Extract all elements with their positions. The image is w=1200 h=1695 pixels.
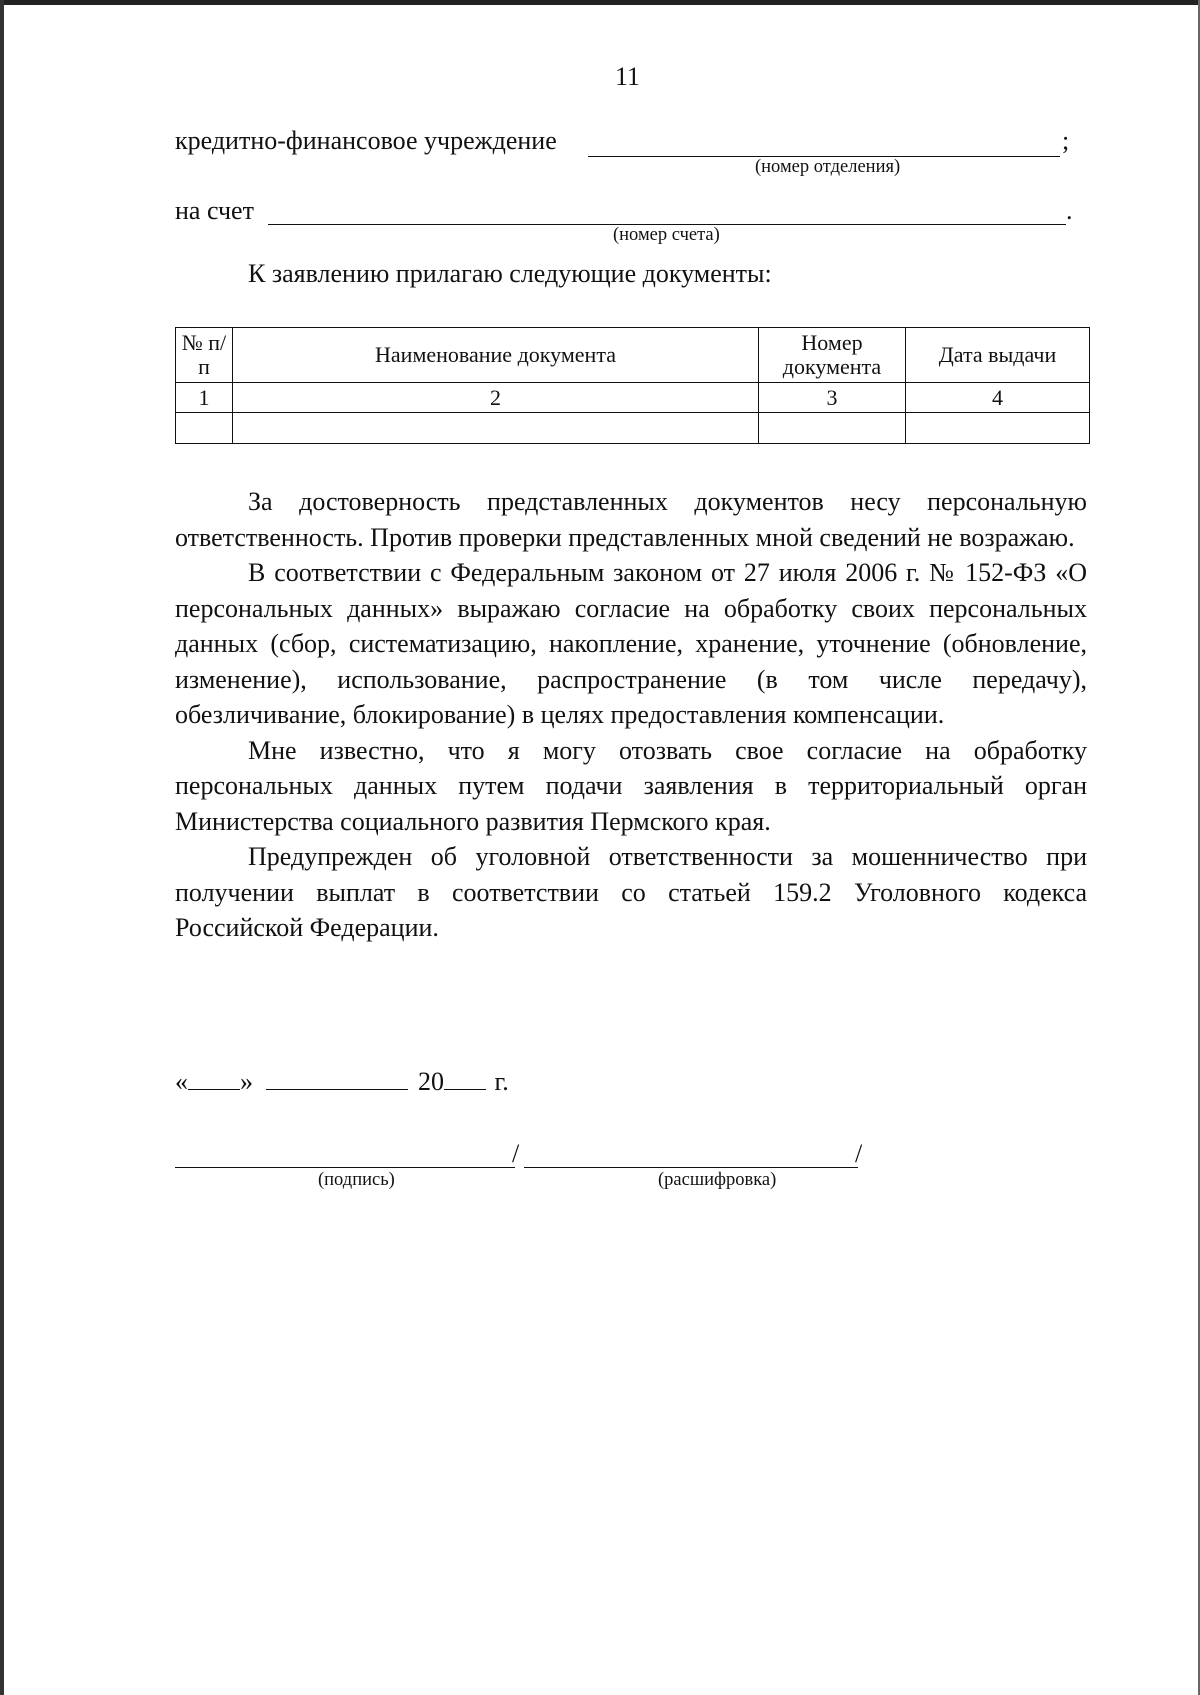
page-number: 11 [614,62,641,91]
account-field-label: на счет [175,196,254,225]
column-number-cell: 1 [176,383,233,413]
column-header-issue-date: Дата выдачи [906,328,1090,383]
paragraph-consent: В соответствии с Федеральным законом от 27 июля 2006 г. № 152-ФЗ «О персональных данных» выражаю согласие на обработку своих персональных данных (сбор, систематизацию, накопление, хранение, уточнение (обновление, изменение), использование, распространение (в том числе передачу), обезличивание, блокирование) в целях предоставления компенсации. [175,558,1087,729]
date-line [175,1067,509,1097]
column-header-number: № п/п [176,328,233,383]
account-field-end: . [1066,196,1073,225]
month-blank[interactable] [266,1067,408,1090]
column-number-cell: 2 [233,383,759,413]
date-close-quote: » [240,1067,253,1096]
table-header-row [176,328,1090,383]
empty-cell[interactable] [759,413,906,444]
table-row [176,413,1090,444]
scan-edge-left [0,0,4,1695]
decoding-caption: (расшифровка) [658,1170,777,1190]
column-number-cell: 3 [759,383,906,413]
year-suffix: г. [494,1067,509,1096]
scan-edge-top [0,0,1200,5]
bank-field-end: ; [1062,126,1070,155]
table-column-numbers-row [176,383,1090,413]
signature-line[interactable] [175,1167,515,1168]
bank-field-caption: (номер отделения) [755,157,901,177]
signature-separator: / [512,1139,520,1168]
signature-caption: (подпись) [318,1170,395,1190]
year-blank[interactable] [444,1067,486,1090]
account-field-caption: (номер счета) [613,225,720,245]
empty-cell[interactable] [176,413,233,444]
column-header-document-number: Номер документа [759,328,906,383]
column-number-cell: 4 [906,383,1090,413]
year-prefix: 20 [418,1067,444,1096]
paragraph-revocation: Мне известно, что я могу отозвать свое согласие на обработку персональных данных путем подачи заявления в территориальный орган Министерства социального развития Пермского края. [175,735,1087,836]
empty-cell[interactable] [233,413,759,444]
bank-field-label: кредитно-финансовое учреждение [175,126,557,155]
documents-table [175,327,1090,444]
paragraph-reliability: За достоверность представленных документов несу персональную ответственность. Против проверки представленных мной сведений не возражаю. [175,487,1087,552]
decoding-separator: / [855,1139,863,1168]
declaration-text [175,484,1087,946]
column-header-document-name: Наименование документа [233,328,759,383]
empty-cell[interactable] [906,413,1090,444]
date-open-quote: « [175,1067,188,1096]
day-blank[interactable] [188,1067,240,1090]
decoding-line[interactable] [524,1167,858,1168]
paragraph-liability: Предупрежден об уголовной ответственности за мошенничество при получении выплат в соответствии со статьей 159.2 Уголовного кодекса Российской Федерации. [175,842,1087,942]
attachments-intro: К заявлению прилагаю следующие документы: [248,259,772,288]
